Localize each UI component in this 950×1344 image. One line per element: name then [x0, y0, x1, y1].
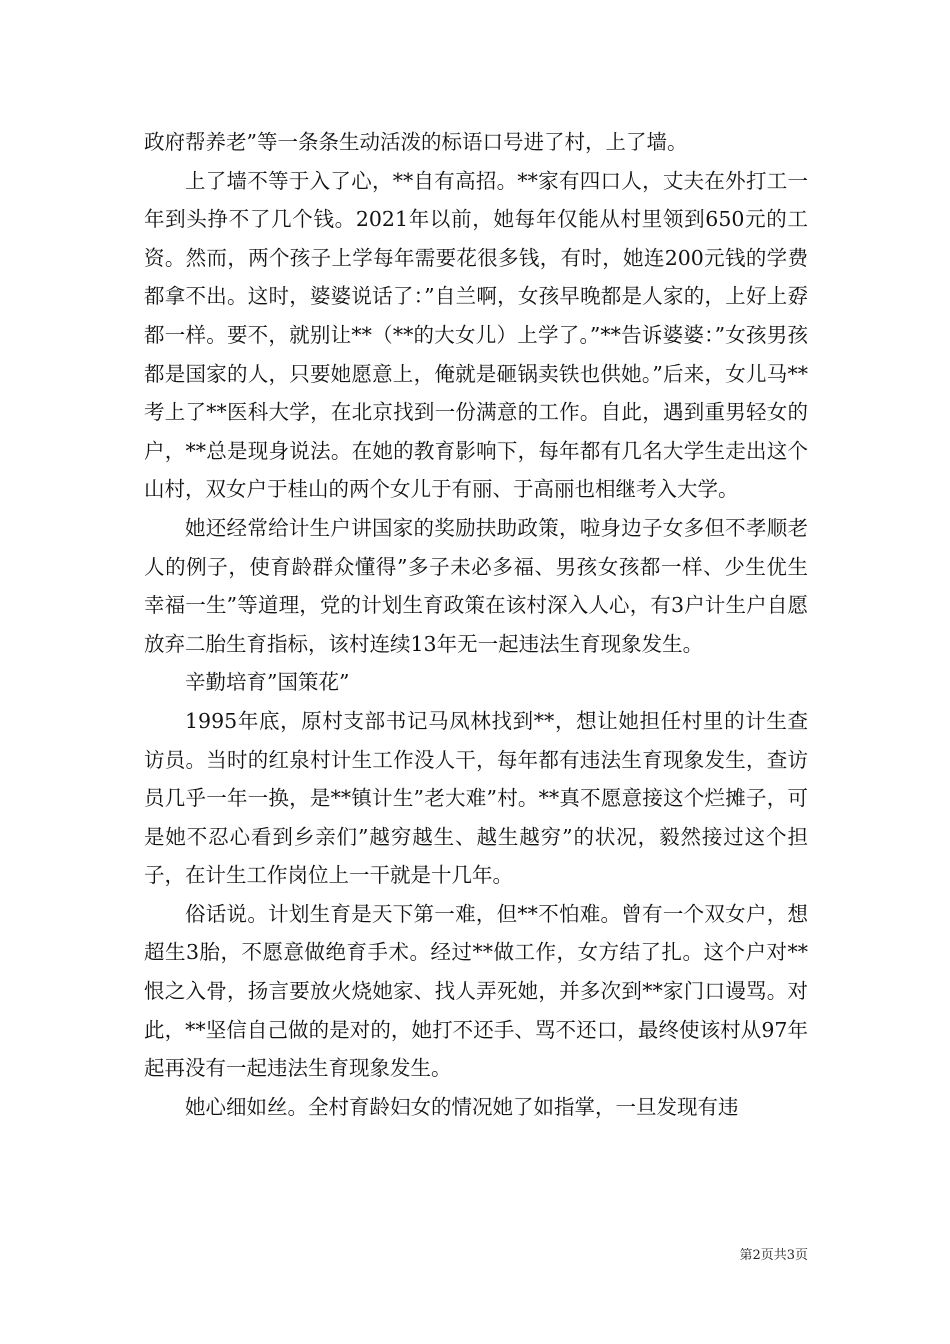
page-number-footer: 第2页共3页: [739, 1248, 808, 1263]
paragraph-2: 上了墙不等于入了心，**自有高招。**家有四口人，丈夫在外打工一年到头挣不了几个钱。2021年以前，她每年仅能从村里领到650元的工资。然而，两个孩子上学每年需要花很多钱，有时，她连200元钱的学费都拿不出。这时，婆婆说话了：”自兰啊，女孩早晚都是人家的，上好上孬都一样。要不，就别让**（**的大女儿）上学了。”**告诉婆婆：”女孩男孩都是国家的人，只要她愿意上，俺就是砸锅卖铁也供她。”后来，女儿马**考上了**医科大学，在北京找到一份满意的工作。自此，遇到重男轻女的户，**总是现身说法。在她的教育影响下，每年都有几名大学生走出这个山村，双女户于桂山的两个女儿于有丽、于高丽也相继考入大学。: [144, 168, 808, 502]
paragraph-5: 俗话说。计划生育是天下第一难，但**不怕难。曾有一个双女户，想超生3胎，不愿意做绝育手术。经过**做工作，女方结了扎。这个户对**恨之入骨，扬言要放火烧她家、找人弄死她，并多次到**家门口谩骂。对此，**坚信自己做的是对的，她打不还手、骂不还口，最终使该村从97年起再没有一起违法生育现象发生。: [144, 901, 808, 1081]
section-heading: 辛勤培育”国策花”: [185, 670, 350, 695]
paragraph-1: 政府帮养老”等一条条生动活泼的标语口号进了村，上了墙。: [144, 130, 688, 154]
paragraph-3: 她还经常给计生户讲国家的奖励扶助政策，啦身边子女多但不孝顺老人的例子，使育龄群众懂得”多子未必多福、男孩女孩都一样、少生优生幸福一生”等道理，党的计划生育政策在该村深入人心，有3户计生户自愿放弃二胎生育指标，该村连续13年无一起违法生育现象发生。: [144, 515, 808, 656]
paragraph-6: 她心细如丝。全村育龄妇女的情况她了如指掌，一旦发现有违: [185, 1094, 739, 1119]
paragraph-4: 1995年底，原村支部书记马凤林找到**，想让她担任村里的计生查访员。当时的红泉村计生工作没人干，每年都有违法生育现象发生，查访员几乎一年一换，是**镇计生”老大难”村。**真不愿意接这个烂摊子，可是她不忍心看到乡亲们”越穷越生、越生越穷”的状况，毅然接过这个担子，在计生工作岗位上一干就是十几年。: [144, 708, 808, 888]
document-body: [144, 123, 808, 1126]
